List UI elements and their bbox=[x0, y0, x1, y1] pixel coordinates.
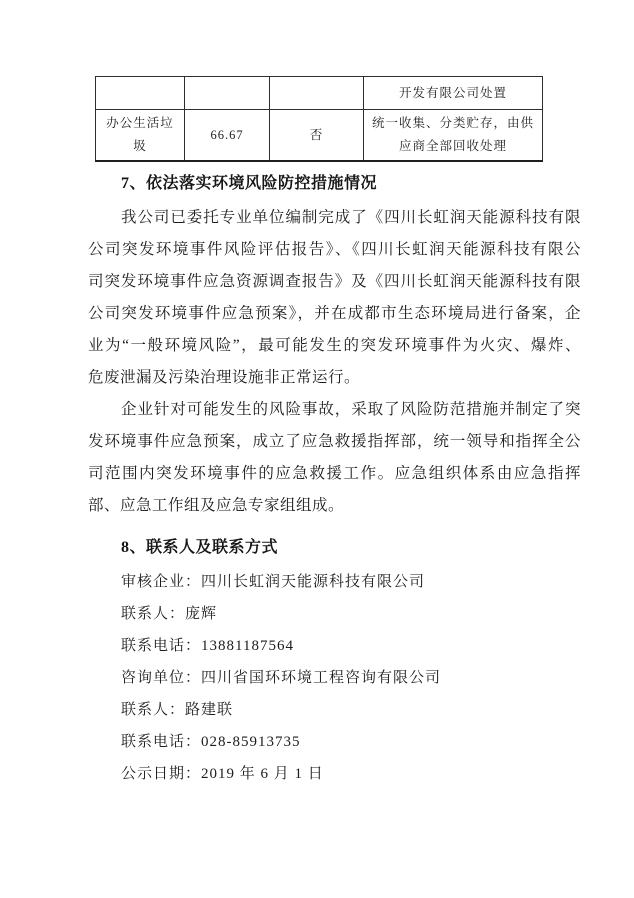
section-7-heading: 7、依法落实环境风险防控措施情况 bbox=[121, 175, 378, 192]
contact-line-phone-1: 联系电话：13881187564 bbox=[121, 638, 294, 654]
paragraph-line: 公司突发环境事件风险评估报告》、《四川长虹润天能源科技有限公 bbox=[88, 241, 581, 258]
paragraph-line: 司突发环境事件应急资源调查报告》及《四川长虹润天能源科技有限 bbox=[88, 273, 581, 290]
contact-line-phone-2: 联系电话：028-85913735 bbox=[121, 734, 301, 750]
table-cell-amount: 66.67 bbox=[185, 110, 270, 162]
table-cell-hazard-flag: 否 bbox=[270, 110, 364, 162]
contact-block bbox=[88, 566, 581, 790]
table-row-continuation bbox=[96, 77, 543, 110]
paragraph-line: 业为“一般环境风险”，最可能发生的突发环境事件为火灾、爆炸、 bbox=[88, 337, 581, 354]
contact-line-consulting-unit: 咨询单位：四川省国环环境工程咨询有限公司 bbox=[121, 670, 442, 686]
paragraph-line: 司范围内突发环境事件的应急救援工作。应急组织体系由应急指挥 bbox=[88, 465, 581, 482]
paragraph-line: 部、应急工作组及应急专家组组成。 bbox=[88, 497, 345, 514]
contact-line-person-1: 联系人：庞辉 bbox=[121, 606, 218, 622]
paragraph-line: 公司突发环境事件应急预案》，并在成都市生态环境局进行备案，企 bbox=[88, 305, 581, 322]
paragraph-line: 企业针对可能发生的风险事故，采取了风险防范措施并制定了突 bbox=[121, 401, 581, 418]
paragraph-line: 发环境事件应急预案，成立了应急救援指挥部，统一领导和指挥全公 bbox=[88, 433, 581, 450]
table-cell bbox=[270, 77, 364, 110]
table-row-office-waste bbox=[96, 110, 543, 162]
waste-disposal-table bbox=[95, 76, 543, 162]
contact-line-publish-date: 公示日期：2019 年 6 月 1 日 bbox=[121, 766, 324, 782]
table-cell bbox=[96, 77, 185, 110]
table-cell-waste-name: 办公生活垃圾 bbox=[96, 110, 185, 162]
risk-paragraph-2 bbox=[88, 394, 581, 522]
table-cell-disposal: 开发有限公司处置 bbox=[364, 77, 543, 110]
contact-line-audited-company: 审核企业：四川长虹润天能源科技有限公司 bbox=[121, 574, 426, 590]
document-content bbox=[88, 0, 581, 790]
table-cell-disposal-method: 统一收集、分类贮存，由供应商全部回收处理 bbox=[364, 110, 543, 162]
section-8-heading: 8、联系人及联系方式 bbox=[121, 539, 279, 556]
contact-line-person-2: 联系人：路建联 bbox=[121, 702, 234, 718]
paragraph-line: 危废泄漏及污染治理设施非正常运行。 bbox=[88, 369, 361, 386]
risk-paragraph-1 bbox=[88, 202, 581, 394]
table-cell bbox=[185, 77, 270, 110]
paragraph-line: 我公司已委托专业单位编制完成了《四川长虹润天能源科技有限 bbox=[121, 209, 581, 226]
